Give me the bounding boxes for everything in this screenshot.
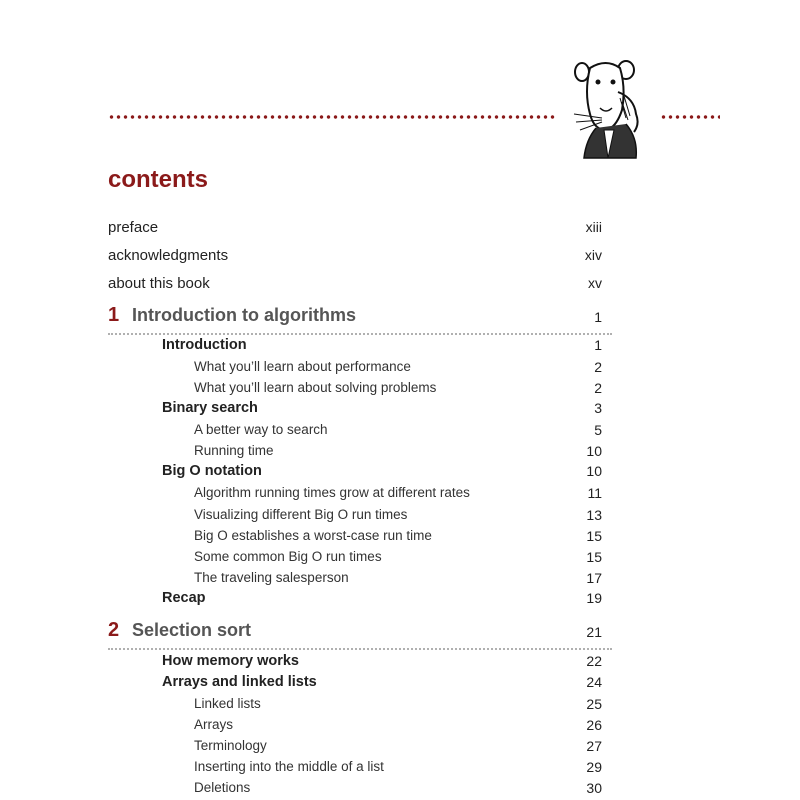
toc-subsection[interactable] — [194, 422, 634, 437]
toc-section[interactable] — [162, 463, 602, 479]
toc-subsection[interactable] — [194, 528, 634, 543]
chapter-page: 21 — [586, 624, 602, 640]
entry-page: 10 — [586, 443, 602, 459]
toc-subsection[interactable] — [194, 759, 634, 774]
rat-mascot-illustration — [556, 58, 656, 162]
chapter-number: 1 — [108, 304, 120, 326]
entry-title: Visualizing different Big O run times — [194, 507, 408, 522]
entry-title: Terminology — [194, 738, 267, 753]
entry-page: 19 — [586, 590, 602, 606]
entry-title: Binary search — [162, 400, 258, 416]
toc-entry-acknowledgments[interactable] — [108, 247, 602, 264]
entry-page: 25 — [586, 696, 602, 712]
toc-subsection[interactable] — [194, 738, 634, 753]
chapter-page: 1 — [594, 309, 602, 325]
entry-page: 13 — [586, 507, 602, 523]
dotted-rule-right — [660, 114, 720, 120]
toc-heading: contents — [108, 166, 209, 193]
toc-section[interactable] — [162, 653, 602, 669]
chapter-title: Selection sort — [132, 620, 252, 640]
entry-page: 22 — [586, 653, 602, 669]
toc-subsection[interactable] — [194, 507, 634, 522]
toc-subsection[interactable] — [194, 570, 634, 585]
toc-section[interactable] — [162, 400, 602, 416]
entry-page: 2 — [594, 359, 602, 375]
entry-page: 15 — [586, 549, 602, 565]
entry-title: Running time — [194, 443, 274, 458]
entry-page: xiii — [585, 219, 602, 235]
entry-title: Some common Big O run times — [194, 549, 382, 564]
entry-page: 30 — [586, 780, 602, 796]
dotted-rule — [108, 114, 556, 120]
toc-subsection[interactable] — [194, 380, 634, 395]
entry-page: xv — [588, 275, 602, 291]
toc-subsection[interactable] — [194, 443, 634, 458]
entry-title: Inserting into the middle of a list — [194, 759, 384, 774]
entry-title: Deletions — [194, 780, 251, 795]
entry-page: 11 — [587, 485, 602, 501]
chapter-title: Introduction to algorithms — [132, 305, 356, 325]
entry-page: xiv — [584, 247, 602, 263]
entry-page: 26 — [586, 717, 602, 733]
entry-page: 10 — [586, 463, 602, 479]
toc-subsection[interactable] — [194, 696, 634, 711]
entry-title: The traveling salesperson — [194, 570, 349, 585]
toc-section[interactable] — [162, 337, 602, 353]
entry-title: What you’ll learn about performance — [194, 359, 411, 374]
entry-title: How memory works — [162, 653, 299, 669]
entry-title: Arrays — [194, 717, 234, 732]
entry-title: Big O establishes a worst-case run time — [194, 528, 432, 543]
entry-page: 15 — [586, 528, 602, 544]
entry-page: 17 — [586, 570, 602, 586]
toc-section[interactable] — [162, 674, 602, 690]
entry-page: 2 — [594, 380, 602, 396]
entry-page: 24 — [586, 674, 602, 690]
toc-subsection[interactable] — [194, 717, 634, 732]
toc-subsection[interactable] — [194, 549, 634, 564]
toc-subsection[interactable] — [194, 780, 634, 795]
entry-title: Big O notation — [162, 463, 262, 479]
entry-title: preface — [108, 219, 159, 236]
toc-section[interactable] — [162, 590, 602, 606]
toc-entry-about-this-book[interactable] — [108, 275, 602, 292]
toc-subsection[interactable] — [194, 359, 634, 374]
entry-title: Introduction — [162, 337, 247, 353]
entry-page: 1 — [594, 337, 602, 353]
chapter-heading-1[interactable] — [108, 305, 612, 335]
chapter-number: 2 — [108, 619, 120, 641]
entry-title: Algorithm running times grow at different rates — [194, 485, 470, 500]
entry-title: A better way to search — [194, 422, 328, 437]
entry-title: Recap — [162, 590, 206, 606]
entry-title: about this book — [108, 275, 210, 292]
toc-entry-preface[interactable] — [108, 219, 602, 236]
entry-page: 5 — [594, 422, 602, 438]
entry-title: Linked lists — [194, 696, 261, 711]
entry-page: 3 — [594, 400, 602, 416]
toc-subsection[interactable] — [194, 485, 634, 500]
entry-page: 27 — [586, 738, 602, 754]
entry-title: What you’ll learn about solving problems — [194, 380, 437, 395]
entry-title: acknowledgments — [108, 247, 229, 264]
entry-title: Arrays and linked lists — [162, 674, 317, 690]
entry-page: 29 — [586, 759, 602, 775]
chapter-heading-2[interactable] — [108, 620, 612, 650]
